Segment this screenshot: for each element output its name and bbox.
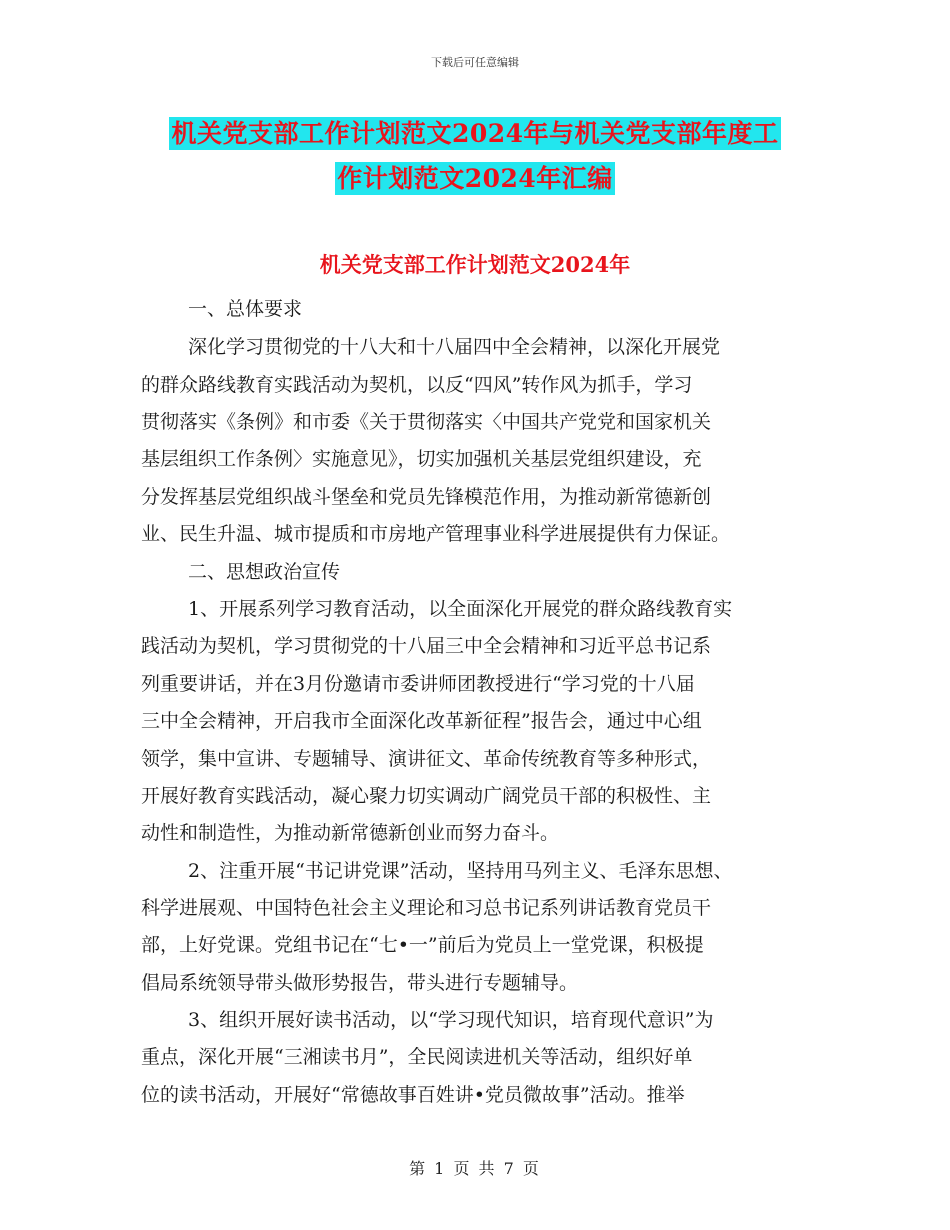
paragraph-line: 践活动为契机，学习贯彻党的十八届三中全会精神和习近平总书记系 bbox=[141, 635, 712, 657]
paragraph-line: 的群众路线教育实践活动为契机，以反“四风”转作风为抓手，学习 bbox=[141, 374, 693, 396]
document-title-line-1 bbox=[0, 114, 950, 150]
heading-overall-requirements: 一、总体要求 bbox=[188, 298, 303, 320]
paragraph-line: 倡局系统领导带头做形势报告，带头进行专题辅导。 bbox=[141, 972, 579, 994]
heading-ideological-publicity: 二、思想政治宣传 bbox=[188, 561, 341, 583]
document-title-line-2 bbox=[0, 159, 950, 195]
paragraph-line: 深化学习贯彻党的十八大和十八届四中全会精神，以深化开展党 bbox=[188, 336, 721, 358]
paragraph-line: 位的读书活动，开展好“常德故事百姓讲•党员微故事”活动。推举 bbox=[141, 1084, 685, 1106]
paragraph-line: 贯彻落实《条例》和市委《关于贯彻落实〈中国共产党党和国家机关 bbox=[141, 411, 712, 433]
paragraph-line: 业、民生升温、城市提质和市房地产管理事业科学进展提供有力保证。 bbox=[141, 523, 731, 545]
paragraph-line: 分发挥基层党组织战斗堡垒和党员先锋模范作用，为推动新常德新创 bbox=[141, 486, 712, 508]
paragraph-line: 基层组织工作条例〉实施意见》，切实加强机关基层党组织建设，充 bbox=[141, 448, 702, 470]
paragraph-line: 1、开展系列学习教育活动，以全面深化开展党的群众路线教育实 bbox=[188, 598, 733, 620]
paragraph-line: 动性和制造性，为推动新常德新创业而努力奋斗。 bbox=[141, 822, 560, 844]
document-title-text-2: 作计划范文2024年汇编 bbox=[337, 164, 613, 193]
paragraph-line: 3、组织开展好读书活动，以“学习现代知识，培育现代意识”为 bbox=[188, 1009, 714, 1031]
document-title-text-1: 机关党支部工作计划范文2024年与机关党支部年度工 bbox=[171, 119, 779, 148]
header-note: 下载后可任意编辑 bbox=[431, 56, 519, 69]
page-footer: 第 1 页 共 7 页 bbox=[409, 1159, 541, 1178]
paragraph-line: 部，上好党课。党组书记在“七•一”前后为党员上一堂党课，积极提 bbox=[141, 934, 704, 956]
paragraph-line: 重点，深化开展“三湘读书月”，全民阅读进机关等活动，组织好单 bbox=[141, 1046, 693, 1068]
paragraph-line: 列重要讲话，并在3月份邀请市委讲师团教授进行“学习党的十八届 bbox=[141, 673, 695, 695]
paragraph-line: 科学进展观、中国特色社会主义理论和习总书记系列讲话教育党员干 bbox=[141, 897, 712, 919]
section-title: 机关党支部工作计划范文2024年 bbox=[319, 252, 631, 277]
paragraph-line: 开展好教育实践活动，凝心聚力切实调动广阔党员干部的积极性、主 bbox=[141, 785, 712, 807]
paragraph-line: 三中全会精神，开启我市全面深化改革新征程”报告会，通过中心组 bbox=[141, 710, 702, 732]
paragraph-line: 领学，集中宣讲、专题辅导、演讲征文、革命传统教育等多种形式， bbox=[141, 748, 712, 770]
paragraph-line: 2、注重开展“书记讲党课”活动，坚持用马列主义、毛泽东思想、 bbox=[188, 860, 733, 882]
